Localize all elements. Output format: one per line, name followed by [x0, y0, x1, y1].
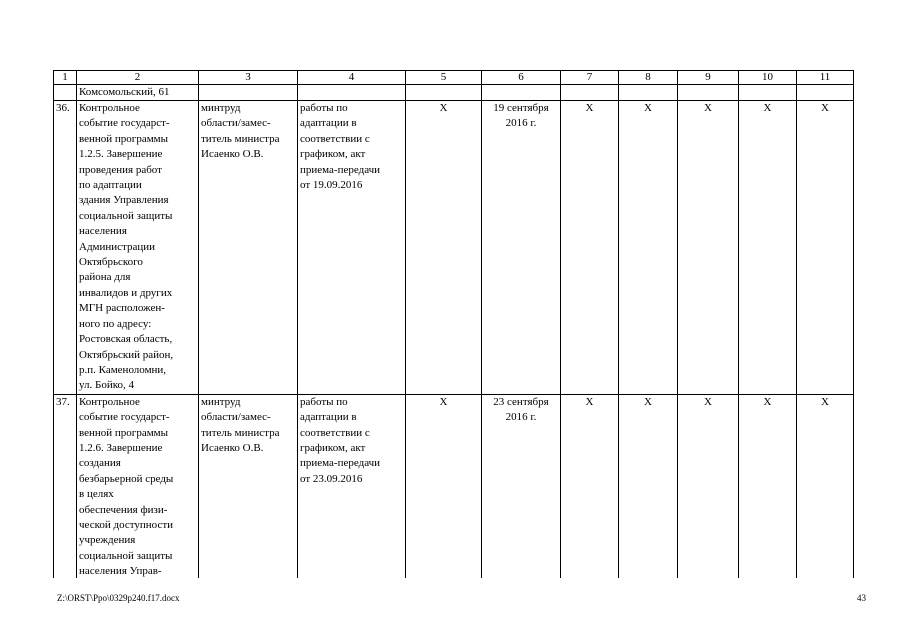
mark-cell: X	[561, 394, 619, 624]
mark-cell: X	[678, 394, 739, 624]
footer-file-path: Z:\ORST\Ppo\0329p240.f17.docx	[57, 593, 180, 603]
responsible-person: минтруд области/замес- титель министра Исаенко О.В.	[199, 394, 298, 624]
column-number: 11	[797, 71, 854, 85]
mark-cell: X	[797, 394, 854, 624]
event-description: Контрольное событие государст- венной программы 1.2.6. Завершение создания безбарьерной среды в целях обеспечения физи- ческой доступности учреждения социальной защиты населения Управ-	[77, 394, 199, 624]
mark-cell: X	[406, 394, 482, 624]
column-number: 8	[619, 71, 678, 85]
table-cell	[482, 85, 561, 101]
column-number: 10	[739, 71, 797, 85]
column-number: 1	[54, 71, 77, 85]
table-cell	[678, 85, 739, 101]
column-number: 5	[406, 71, 482, 85]
column-number: 2	[77, 71, 199, 85]
table-row	[54, 101, 854, 395]
table-cell	[797, 85, 854, 101]
deadline-date: 23 сентября 2016 г.	[482, 394, 561, 624]
column-number-row	[54, 71, 854, 85]
column-number: 9	[678, 71, 739, 85]
column-number: 4	[298, 71, 406, 85]
column-number: 3	[199, 71, 298, 85]
mark-cell: X	[739, 101, 797, 395]
table-cell	[406, 85, 482, 101]
address-continuation: Комсомольский, 61	[77, 85, 199, 101]
table-cell	[739, 85, 797, 101]
expected-result: работы по адаптации в соответствии с графиком, акт приема-передачи от 19.09.2016	[298, 101, 406, 395]
responsible-person: минтруд области/замес- титель министра Исаенко О.В.	[199, 101, 298, 395]
mark-cell: X	[619, 394, 678, 624]
schedule-table	[53, 70, 854, 625]
row-number: 36.	[54, 101, 77, 395]
column-number: 7	[561, 71, 619, 85]
deadline-date: 19 сентября 2016 г.	[482, 101, 561, 395]
mark-cell: X	[406, 101, 482, 395]
row-number: 37.	[54, 394, 77, 624]
event-description: Контрольное событие государст- венной программы 1.2.5. Завершение проведения работ по адаптации здания Управления социальной защиты населения Администрации Октябрьского района для инвалидов и других МГН расположен- ного по адресу: Ростовская область, Октябрьский район, р.п. Каменоломни, ул. Бойко, 4	[77, 101, 199, 395]
mark-cell: X	[739, 394, 797, 624]
mark-cell: X	[561, 101, 619, 395]
page-bottom-area	[0, 578, 905, 640]
mark-cell: X	[678, 101, 739, 395]
column-number: 6	[482, 71, 561, 85]
mark-cell: X	[797, 101, 854, 395]
table-cell	[561, 85, 619, 101]
continuation-row	[54, 85, 854, 101]
page-number: 43	[857, 593, 866, 603]
table-cell	[199, 85, 298, 101]
table-cell	[54, 85, 77, 101]
table-cell	[298, 85, 406, 101]
table-cell	[619, 85, 678, 101]
expected-result: работы по адаптации в соответствии с графиком, акт приема-передачи от 23.09.2016	[298, 394, 406, 624]
mark-cell: X	[619, 101, 678, 395]
